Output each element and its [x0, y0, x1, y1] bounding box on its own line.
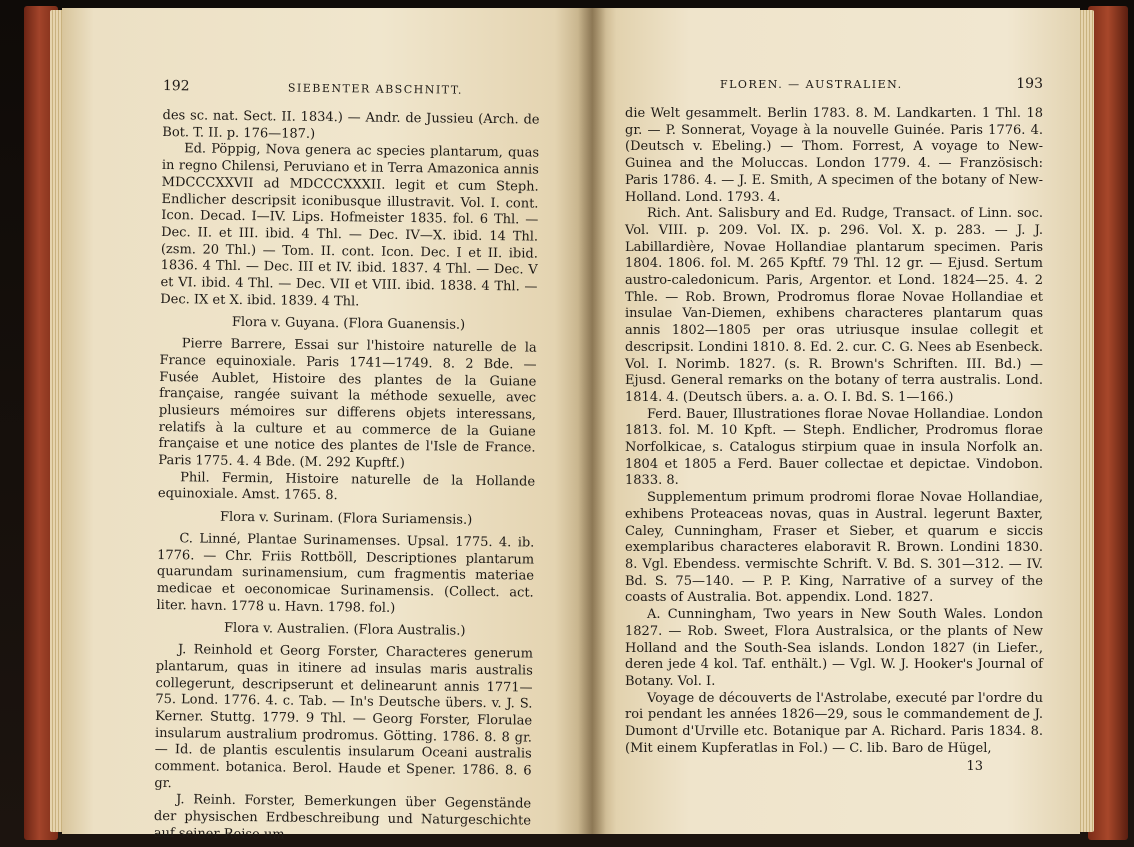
- page-number: 193: [1016, 76, 1043, 92]
- paragraph: Rich. Ant. Salisbury and Ed. Rudge, Transact. of Linn. soc. Vol. VIII. p. 209. Vol. IX. p. 296. Vol. X. p. 283. — J. J. Labillardière, Novae Hollandiae plantarum specimen. Paris 1804. 1806. fol. M. 265 Kpftf. 79 Thl. 12 gr. — Ejusd. Sertum austro-caledonicum. Paris, Argentor. et Lond. 1824—25. 4. 2 Thle. — Rob. Brown, Prodromus florae Novae Hollandiae et insulae Van-Diemen, exhibens characteres plantarum quas annis 1802—1805 per oras utriusque insulae collegit et descripsit. Londini 1810. 8. Ed. 2. cur. C. G. Nees ab Esenbeck. Vol. I. Norimb. 1827. (s. R. Brown's Schriften. III. Bd.) — Ejusd. General remarks on the botany of terra australis. Lond. 1814. 4. (Deutsch übers. a. a. O. I. Bd. S. 1—166.): [625, 206, 1043, 405]
- signature-mark: 13: [966, 759, 983, 775]
- book-gutter: [578, 8, 606, 834]
- left-page: [62, 8, 592, 843]
- page-number: 192: [162, 78, 190, 95]
- right-page-text: [625, 76, 1043, 776]
- right-page-header: [625, 76, 1043, 106]
- paragraph: Pierre Barrere, Essai sur l'histoire naturelle de la France equinoxiale. Paris 1741—1749. 8. 2 Bde. — Fusée Aublet, Histoire des plantes de la Guiane française, rangée suivant la méthode sexuelle, avec plusieurs mémoires sur differens objets interessans, relatifs à la culture et au commerce de la Guiane française et une notice des plantes de l'Isle de France. Paris 1775. 4. 4 Bde. (M. 292 Kupftf.): [158, 336, 537, 472]
- paragraph: Ed. Pöppig, Nova genera ac species plantarum, quas in regno Chilensi, Peruviano et in Terra Amazonica annis MDCCCXXVII ad MDCCCXXXII. legit et cum Steph. Endlicher descripsit iconibusque illustravit. Vol. I. cont. Icon. Decad. I—IV. Lips. Hofmeister 1835. fol. 6 Thl. — Dec. II. et III. ibid. 4 Thl. — Dec. IV—X. ibid. 14 Thl. (zsm. 20 Thl.) — Tom. II. cont. Icon. Dec. I et II. ibid. 1836. 4 Thl. — Dec. III et IV. ibid. 1837. 4 Thl. — Dec. V et VI. ibid. 4 Thl. — Dec. VII et VIII. ibid. 1838. 4 Thl. — Dec. IX et X. ibid. 1839. 4 Thl.: [160, 141, 540, 310]
- running-head: SIEBENTER ABSCHNITT.: [287, 81, 464, 97]
- paragraph: C. Linné, Plantae Surinamenses. Upsal. 1775. 4. ib. 1776. — Chr. Friis Rottböll, Descriptiones plantarum quarundam surinamensium, cum fragmentis materiae medicae et oeconomicae Surinamensis. (Collect. act. liter. havn. 1778 u. Havn. 1798. fol.): [156, 531, 535, 616]
- paragraph: Phil. Fermin, Histoire naturelle de la Hollande equinoxiale. Amst. 1765. 8.: [157, 470, 536, 504]
- section-heading: Flora v. Guyana. (Flora Guanensis.): [231, 315, 466, 334]
- left-page-text: [154, 78, 540, 847]
- paragraph: Voyage de découverts de l'Astrolabe, executé par l'ordre du roi pendant les années 1826—29, sous le commandement de J. Dumont d'Urville etc. Botanique par A. Richard. Paris 1834. 8. (Mit einem Kupferatlas in Fol.) — C. lib. Baro de Hügel,: [625, 690, 1043, 756]
- paragraph: des sc. nat. Sect. II. 1834.) — Andr. de Jussieu (Arch. de Bot. T. II. p. 176—187.): [162, 107, 540, 142]
- paragraph: J. Reinh. Forster, Bemerkungen über Gegenstände der physischen Erdbeschreibung und Naturgeschichte auf seiner Reise um: [153, 792, 532, 843]
- left-page-body: [154, 108, 540, 847]
- right-page: [592, 8, 1080, 834]
- paragraph: Ferd. Bauer, Illustrationes florae Novae Hollandiae. London 1813. fol. M. 10 Kpft. — Steph. Endlicher, Prodromus florae Norfolkicae, s. Catalogus stirpium quae in insula Norfolk an. 1804 et 1805 a Ferd. Bauer collectae et depictae. Vindobon. 1833. 8.: [625, 406, 1043, 489]
- right-page-body: [625, 106, 1043, 757]
- page-edges-right: [1078, 10, 1094, 832]
- paragraph: Supplementum primum prodromi florae Novae Hollandiae, exhibens Proteaceas novas, quas in Austral. legerunt Baxter, Caley, Cunningham, Fraser et Sieber, et quarum e siccis exemplaribus characteres elaboravit R. Brown. Londini 1830. 8. Vgl. Ebendess. vermischte Schrift. V. Bd. S. 301—312. — IV. Bd. S. 75—140. — P. P. King, Narrative of a survey of the coasts of Australia. Bot. appendix. Lond. 1827.: [625, 490, 1043, 606]
- paragraph: J. Reinhold et Georg Forster, Characteres generum plantarum, quas in itinere ad insulas maris australis collegerunt, descripserunt et delinearunt annis 1771—75. Lond. 1776. 4. c. Tab. — In's Deutsche übers. v. J. S. Kerner. Stuttg. 1779. 9 Thl. — Georg Forster, Florulae insularum australium prodromus. Götting. 1786. 8. 8 gr. — Id. de plantis esculentis insularum Oceani australis comment. botanica. Berol. Haude et Spener. 1786. 8. 6 gr.: [154, 642, 534, 791]
- running-head: FLOREN. — AUSTRALIEN.: [720, 78, 903, 91]
- section-heading: Flora v. Surinam. (Flora Suriamensis.): [219, 509, 473, 528]
- left-page-header: [163, 78, 540, 113]
- paragraph: A. Cunningham, Two years in New South Wales. London 1827. — Rob. Sweet, Flora Australsica, or the plants of New Holland and the South-Sea islands. London 1827 (in Liefer., deren jede 4 kol. Taf. enthält.) — Vgl. W. J. Hooker's Journal of Botany. Vol. I.: [625, 607, 1043, 689]
- paragraph: die Welt gesammelt. Berlin 1783. 8. M. Landkarten. 1 Thl. 18 gr. — P. Sonnerat, Voyage à la nouvelle Guinée. Paris 1776. 4. (Deutsch v. Ebeling.) — Thom. Forrest, A voyage to New-Guinea and the Moluccas. London 1779. 4. — Französisch: Paris 1786. 4. — J. E. Smith, A specimen of the botany of New-Holland. Lond. 1793. 4.: [625, 106, 1043, 205]
- section-heading: Flora v. Australien. (Flora Australis.): [223, 621, 466, 640]
- book-cover-right-edge: [1088, 6, 1128, 840]
